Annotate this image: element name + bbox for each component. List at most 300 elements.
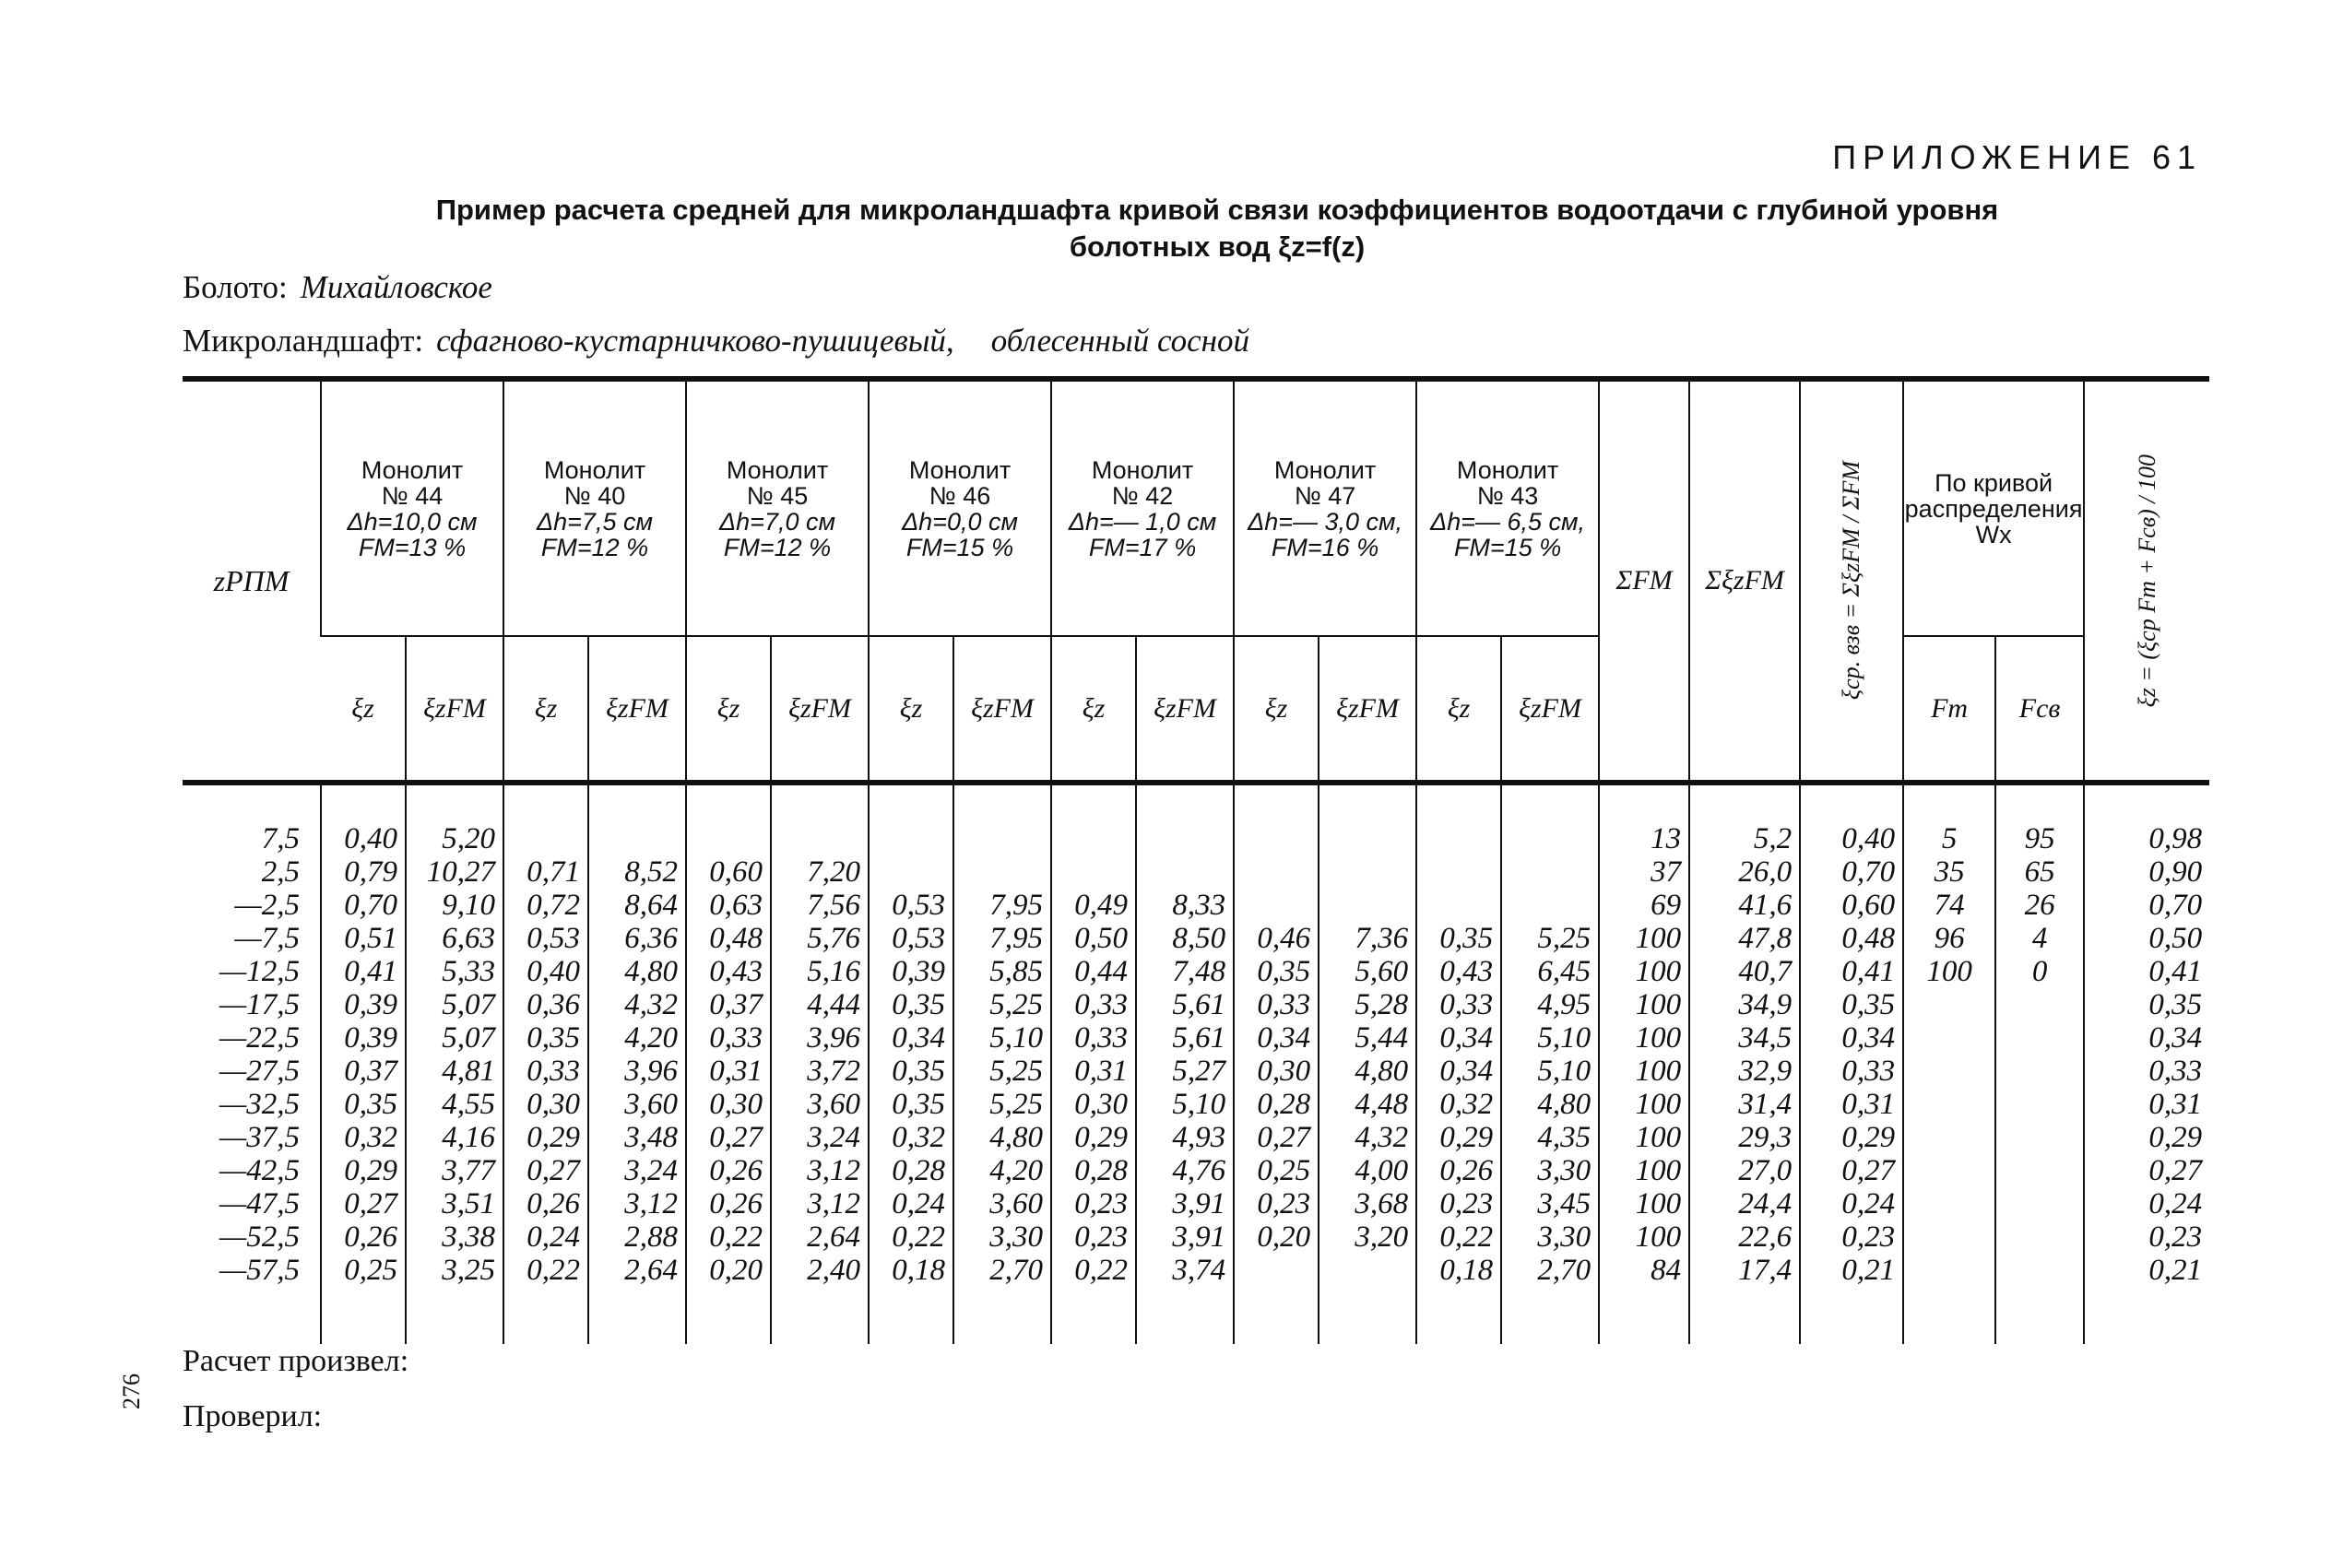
table-cell-empty: [1800, 1287, 1903, 1344]
table-cell: —7,5: [234, 922, 300, 955]
table-cell: 7,48: [1136, 955, 1234, 988]
table-cell: 0,33: [686, 1021, 771, 1055]
sub-xifm: ξzFМ: [1319, 636, 1416, 783]
table-cell: 0,31: [1051, 1055, 1136, 1088]
table-cell: 3,12: [771, 1187, 869, 1220]
xi-weighted-header: ξср. взв = ΣξzFМ / ΣFМ: [1800, 379, 1903, 783]
table-cell: 0,41: [2084, 955, 2209, 988]
table-cell: 0,23: [1051, 1187, 1136, 1220]
table-cell-empty: [321, 1287, 406, 1344]
table-cell: 3,60: [771, 1088, 869, 1121]
bog-value: Михайловское: [300, 269, 492, 305]
table-cell: 0,26: [321, 1220, 406, 1254]
table-cell: 5: [1903, 783, 1995, 855]
table-cell: 0,39: [321, 1021, 406, 1055]
table-cell: 0,49: [1051, 889, 1136, 922]
table-row: [183, 922, 2209, 955]
table-cell: 0,23: [1416, 1187, 1501, 1220]
table-cell: —57,5: [219, 1254, 300, 1287]
table-cell: 0,28: [869, 1154, 953, 1187]
table-cell: 0,29: [1800, 1121, 1903, 1154]
table-cell: 95: [1995, 783, 2084, 855]
table-row: [183, 855, 2209, 889]
table-row: [183, 1254, 2209, 1287]
sub-xifm: ξzFМ: [1136, 636, 1234, 783]
table-cell: 0,32: [321, 1121, 406, 1154]
table-cell: 4,35: [1501, 1121, 1599, 1154]
table-cell: 3,77: [406, 1154, 503, 1187]
table-cell: 5,25: [1501, 922, 1599, 955]
table-cell: 0,21: [1800, 1254, 1903, 1287]
table-cell: 3,72: [771, 1055, 869, 1088]
table-cell: 0,90: [2084, 855, 2209, 889]
table-cell: 0,40: [321, 783, 406, 855]
table-cell: 3,30: [1501, 1154, 1599, 1187]
table-row: [183, 1021, 2209, 1055]
table-cell: 0,37: [321, 1055, 406, 1088]
table-cell: 10,27: [406, 855, 503, 889]
table-cell: 0,27: [503, 1154, 588, 1187]
table-cell: 6,63: [406, 922, 503, 955]
table-cell: 40,7: [1689, 955, 1800, 988]
table-cell: 0,24: [503, 1220, 588, 1254]
table-cell: 31,4: [1689, 1088, 1800, 1121]
calculation-table: [183, 376, 2209, 1344]
table-cell: 3,96: [771, 1021, 869, 1055]
monolith-43-header: Монолит № 43 Δh=— 6,5 см, FМ=15 %: [1416, 379, 1599, 636]
table-cell: 5,25: [953, 1088, 1051, 1121]
table-cell: 3,91: [1136, 1187, 1234, 1220]
table-cell: [1416, 889, 1501, 922]
table-row: [183, 988, 2209, 1021]
table-cell: 8,33: [1136, 889, 1234, 922]
table-cell: 5,85: [953, 955, 1051, 988]
table-cell: [1136, 855, 1234, 889]
table-cell: 0,53: [503, 922, 588, 955]
table-cell: 0,28: [1051, 1154, 1136, 1187]
table-cell: 0,35: [1416, 922, 1501, 955]
table-cell: [1995, 1187, 2084, 1220]
table-cell: 3,12: [771, 1154, 869, 1187]
table-cell: [1136, 783, 1234, 855]
table-cell: 0,25: [321, 1254, 406, 1287]
table-cell: 0,70: [321, 889, 406, 922]
table-cell: [1234, 889, 1319, 922]
table-cell: 0,36: [503, 988, 588, 1021]
table-row: [183, 1088, 2209, 1121]
table-cell-empty: [1319, 1287, 1416, 1344]
table-cell: 22,6: [1689, 1220, 1800, 1254]
table-cell: [1995, 1121, 2084, 1154]
table-cell: 0,71: [503, 855, 588, 889]
table-cell: 0,48: [1800, 922, 1903, 955]
table-cell: 5,07: [406, 1021, 503, 1055]
landscape-label: Микроландшафт:: [183, 323, 424, 359]
table-cell: 0,22: [869, 1220, 953, 1254]
sub-xi: ξz: [503, 636, 588, 783]
table-cell: 3,30: [953, 1220, 1051, 1254]
table-cell: [1903, 1220, 1995, 1254]
table-cell: 0,26: [1416, 1154, 1501, 1187]
table-cell: 100: [1599, 1187, 1689, 1220]
table-cell: 4,76: [1136, 1154, 1234, 1187]
table-cell: 5,60: [1319, 955, 1416, 988]
table-cell: 5,20: [406, 783, 503, 855]
table-cell: 3,20: [1319, 1220, 1416, 1254]
table-cell: 0,31: [686, 1055, 771, 1088]
table-cell: [588, 783, 686, 855]
table-cell: 32,9: [1689, 1055, 1800, 1088]
table-cell: [869, 855, 953, 889]
table-cell: 0,25: [1234, 1154, 1319, 1187]
table-cell: 0,79: [321, 855, 406, 889]
table-cell: [1903, 1154, 1995, 1187]
table-cell: [1995, 1254, 2084, 1287]
table-cell: 0,35: [321, 1088, 406, 1121]
table-cell: 0,27: [686, 1121, 771, 1154]
table-cell: [1995, 988, 2084, 1021]
table-cell: 0,24: [1800, 1187, 1903, 1220]
table-cell: 3,74: [1136, 1254, 1234, 1287]
bog-label: Болото:: [183, 269, 288, 305]
table-cell: 0,41: [321, 955, 406, 988]
table-cell: [1903, 1055, 1995, 1088]
table-cell: 0,48: [686, 922, 771, 955]
table-cell: —47,5: [219, 1187, 300, 1220]
table-cell: [1319, 1254, 1416, 1287]
table-cell: —37,5: [219, 1121, 300, 1154]
table-cell: 0,34: [2084, 1021, 2209, 1055]
table-cell: 4,55: [406, 1088, 503, 1121]
monolith-45-header: Монолит № 45 Δh=7,0 см FМ=12 %: [686, 379, 869, 636]
table-cell: 0: [1995, 955, 2084, 988]
table-cell: 4: [1995, 922, 2084, 955]
table-cell: —22,5: [219, 1021, 300, 1055]
table-cell: [1234, 1254, 1319, 1287]
table-cell: 0,35: [869, 1055, 953, 1088]
table-cell: 0,60: [686, 855, 771, 889]
table-cell: 3,24: [588, 1154, 686, 1187]
table-cell: 4,80: [1501, 1088, 1599, 1121]
curve-header: По кривой распределения Wx: [1903, 379, 2084, 636]
table-cell: 0,18: [1416, 1254, 1501, 1287]
table-cell: 0,26: [503, 1187, 588, 1220]
table-cell: [1903, 1121, 1995, 1154]
table-cell: [1234, 855, 1319, 889]
table-cell: 34,5: [1689, 1021, 1800, 1055]
table-cell: 69: [1599, 889, 1689, 922]
table-cell: 7,36: [1319, 922, 1416, 955]
table-cell: 0,29: [321, 1154, 406, 1187]
table-cell: 0,30: [1051, 1088, 1136, 1121]
table-cell: 4,80: [1319, 1055, 1416, 1088]
table-cell: [1995, 1055, 2084, 1088]
table-cell: 8,50: [1136, 922, 1234, 955]
ft-header: Fт: [1903, 636, 1995, 783]
monolith-46-header: Монолит № 46 Δh=0,0 см FМ=15 %: [869, 379, 1051, 636]
table-cell: 0,33: [2084, 1055, 2209, 1088]
title-line-2: болотных вод ξz=f(z): [1069, 230, 1366, 263]
table-cell: 0,51: [321, 922, 406, 955]
table-cell: 0,35: [869, 988, 953, 1021]
table-cell: 0,33: [1051, 988, 1136, 1021]
table-cell: 3,24: [771, 1121, 869, 1154]
table-cell: 0,33: [1051, 1021, 1136, 1055]
table-cell: 0,39: [869, 955, 953, 988]
table-row: [183, 1121, 2209, 1154]
table-cell: 0,18: [869, 1254, 953, 1287]
fsv-header: Fсв: [1995, 636, 2084, 783]
table-cell-empty: [869, 1287, 953, 1344]
table-cell: 2,88: [588, 1220, 686, 1254]
table-cell: 5,10: [1501, 1021, 1599, 1055]
table-cell: 0,41: [1800, 955, 1903, 988]
table-cell: 0,26: [686, 1187, 771, 1220]
table-row: [183, 1154, 2209, 1187]
table-cell: 3,48: [588, 1121, 686, 1154]
landscape-line: [183, 323, 1249, 360]
landscape-value-2: облесенный сосной: [990, 323, 1250, 359]
table-cell: 0,35: [503, 1021, 588, 1055]
appendix-label: ПРИЛОЖЕНИЕ 61: [1832, 138, 2202, 176]
table-cell: 5,33: [406, 955, 503, 988]
table-cell: 0,53: [869, 889, 953, 922]
table-cell: 2,40: [771, 1254, 869, 1287]
table-cell: —42,5: [219, 1154, 300, 1187]
monolith-42-header: Монолит № 42 Δh=— 1,0 см FМ=17 %: [1051, 379, 1234, 636]
table-cell: 0,30: [1234, 1055, 1319, 1088]
table-cell: 0,23: [1234, 1187, 1319, 1220]
table-cell: 0,22: [503, 1254, 588, 1287]
table-cell: 0,29: [503, 1121, 588, 1154]
table-cell: 0,40: [1800, 783, 1903, 855]
table-cell: 7,20: [771, 855, 869, 889]
table-cell-empty: [1599, 1287, 1689, 1344]
table-cell-empty: [1234, 1287, 1319, 1344]
table-cell: [1319, 889, 1416, 922]
table-row: [183, 889, 2209, 922]
table-cell: 4,93: [1136, 1121, 1234, 1154]
table-cell: [1995, 1021, 2084, 1055]
table-cell: 0,24: [869, 1187, 953, 1220]
table-cell: 0,33: [1234, 988, 1319, 1021]
sub-xi: ξz: [1416, 636, 1501, 783]
table-cell: 0,30: [503, 1088, 588, 1121]
table-cell: 5,07: [406, 988, 503, 1021]
table-cell: 0,70: [1800, 855, 1903, 889]
table-cell: 24,4: [1689, 1187, 1800, 1220]
table-cell: 5,76: [771, 922, 869, 955]
sub-xifm: ξzFМ: [1501, 636, 1599, 783]
table-cell: 5,10: [1136, 1088, 1234, 1121]
table-cell-empty: [1995, 1287, 2084, 1344]
table-cell: [1995, 1088, 2084, 1121]
table-cell: [503, 783, 588, 855]
table-cell: 3,30: [1501, 1220, 1599, 1254]
table-cell: 0,46: [1234, 922, 1319, 955]
table-cell: 5,25: [953, 988, 1051, 1021]
table-cell: 9,10: [406, 889, 503, 922]
table-cell: [1995, 1220, 2084, 1254]
table-cell: 100: [1599, 1121, 1689, 1154]
table-cell-empty: [1051, 1287, 1136, 1344]
table-cell: 0,23: [2084, 1220, 2209, 1254]
table-cell: [869, 783, 953, 855]
table-cell: 3,60: [953, 1187, 1051, 1220]
table-cell: 5,2: [1689, 783, 1800, 855]
table-cell-empty: [953, 1287, 1051, 1344]
table-cell: 6,36: [588, 922, 686, 955]
table-cell-empty: [588, 1287, 686, 1344]
table-cell: 27,0: [1689, 1154, 1800, 1187]
table-cell: 3,12: [588, 1187, 686, 1220]
table-cell: 96: [1903, 922, 1995, 955]
table-cell: 0,34: [869, 1021, 953, 1055]
table-cell: 0,26: [686, 1154, 771, 1187]
table-cell: [1903, 1088, 1995, 1121]
table-cell: 34,9: [1689, 988, 1800, 1021]
table-cell: 4,48: [1319, 1088, 1416, 1121]
table-cell: 0,98: [2084, 783, 2209, 855]
table-cell: 5,28: [1319, 988, 1416, 1021]
table-cell: 8,52: [588, 855, 686, 889]
table-cell: 2,70: [953, 1254, 1051, 1287]
table-cell: [771, 783, 869, 855]
table-cell: 0,40: [503, 955, 588, 988]
table-cell: 0,33: [503, 1055, 588, 1088]
table-cell: 37: [1599, 855, 1689, 889]
table-cell: 0,28: [1234, 1088, 1319, 1121]
table-cell: 0,50: [2084, 922, 2209, 955]
table-cell: [1903, 1254, 1995, 1287]
table-cell: 5,10: [953, 1021, 1051, 1055]
table-cell: [686, 783, 771, 855]
sub-xifm: ξzFМ: [953, 636, 1051, 783]
table-cell-empty: [503, 1287, 588, 1344]
table-cell: 26: [1995, 889, 2084, 922]
monolith-44-header: Монолит № 44 Δh=10,0 см FМ=13 %: [321, 379, 503, 636]
table-cell: 0,37: [686, 988, 771, 1021]
table-cell: 7,95: [953, 922, 1051, 955]
table-cell: 5,16: [771, 955, 869, 988]
table-cell: 100: [1599, 1055, 1689, 1088]
table-cell: 5,44: [1319, 1021, 1416, 1055]
table-cell: 3,96: [588, 1055, 686, 1088]
table-cell: [1995, 1154, 2084, 1187]
table-cell: 7,5: [261, 822, 300, 855]
table-cell: 0,34: [1416, 1021, 1501, 1055]
table-cell: [1903, 988, 1995, 1021]
table-cell: —2,5: [234, 889, 300, 922]
sub-xifm: ξzFМ: [588, 636, 686, 783]
table-cell: 0,53: [869, 922, 953, 955]
table-cell: [953, 855, 1051, 889]
table-cell: 5,27: [1136, 1055, 1234, 1088]
table-cell: 0,33: [1416, 988, 1501, 1021]
table-cell-empty: [1501, 1287, 1599, 1344]
table-body: [183, 783, 2209, 1344]
table-cell-empty: [1689, 1287, 1800, 1344]
table-cell: 7,56: [771, 889, 869, 922]
table-cell: 0,35: [2084, 988, 2209, 1021]
table-cell: 0,32: [869, 1121, 953, 1154]
table-cell: [1903, 1021, 1995, 1055]
table-row: [183, 955, 2209, 988]
table-cell: 0,27: [1234, 1121, 1319, 1154]
table-cell: 74: [1903, 889, 1995, 922]
table-cell-empty: [1416, 1287, 1501, 1344]
table-cell: [1416, 783, 1501, 855]
table-cell: [1501, 783, 1599, 855]
sub-xi: ξz: [686, 636, 771, 783]
bog-line: [183, 269, 492, 306]
page-number-mark: 276: [118, 1373, 145, 1409]
table-cell: [1319, 783, 1416, 855]
table-cell: 100: [1599, 1154, 1689, 1187]
table-cell: 13: [1599, 783, 1689, 855]
xi-final-header: ξz = (ξср Fт + Fсв) / 100: [2084, 379, 2209, 783]
table-cell: 0,43: [1416, 955, 1501, 988]
table-cell: 5,25: [953, 1055, 1051, 1088]
table-cell-empty: [1136, 1287, 1234, 1344]
table-cell: 3,25: [406, 1254, 503, 1287]
table-cell: 0,34: [1234, 1021, 1319, 1055]
table-cell: 0,22: [1416, 1220, 1501, 1254]
monolith-40-header: Монолит № 40 Δh=7,5 см FМ=12 %: [503, 379, 686, 636]
table-cell: 0,50: [1051, 922, 1136, 955]
checked-by: Проверил:: [183, 1399, 323, 1433]
table-cell-empty: [771, 1287, 869, 1344]
table-cell: 100: [1599, 922, 1689, 955]
table-cell-empty: [406, 1287, 503, 1344]
table-cell: [1051, 855, 1136, 889]
table-cell: 2,64: [588, 1254, 686, 1287]
table-cell: —17,5: [219, 988, 300, 1021]
table-cell: 47,8: [1689, 922, 1800, 955]
table-cell: 8,64: [588, 889, 686, 922]
table-row: [183, 1055, 2209, 1088]
table-cell: 0,70: [2084, 889, 2209, 922]
table-cell: 0,27: [2084, 1154, 2209, 1187]
title-line-1: Пример расчета средней для микроландшафта кривой связи коэффициентов водоотдачи с глубиной уровня: [435, 194, 1999, 226]
table-cell: 0,29: [1051, 1121, 1136, 1154]
table-cell: 26,0: [1689, 855, 1800, 889]
table-cell: 0,34: [1416, 1055, 1501, 1088]
table-cell: 65: [1995, 855, 2084, 889]
table-cell: 0,32: [1416, 1088, 1501, 1121]
table-cell: 4,20: [588, 1021, 686, 1055]
table-cell: 5,61: [1136, 988, 1234, 1021]
table-cell: 6,45: [1501, 955, 1599, 988]
table-cell: 5,10: [1501, 1055, 1599, 1088]
table-cell: 0,29: [1416, 1121, 1501, 1154]
table-cell: 4,32: [1319, 1121, 1416, 1154]
sub-xifm: ξzFМ: [406, 636, 503, 783]
table-cell: 0,31: [1800, 1088, 1903, 1121]
sum-fm-header: ΣFМ: [1599, 379, 1689, 783]
table-row: [183, 1187, 2209, 1220]
table-cell: 4,00: [1319, 1154, 1416, 1187]
table-cell: [1319, 855, 1416, 889]
table-cell: 0,27: [1800, 1154, 1903, 1187]
table-cell: 2,5: [261, 855, 300, 889]
page-title: [304, 192, 2130, 265]
table-cell: 3,91: [1136, 1220, 1234, 1254]
table-cell: 4,20: [953, 1154, 1051, 1187]
sub-xi: ξz: [1051, 636, 1136, 783]
table-cell: 41,6: [1689, 889, 1800, 922]
table-cell: 0,63: [686, 889, 771, 922]
